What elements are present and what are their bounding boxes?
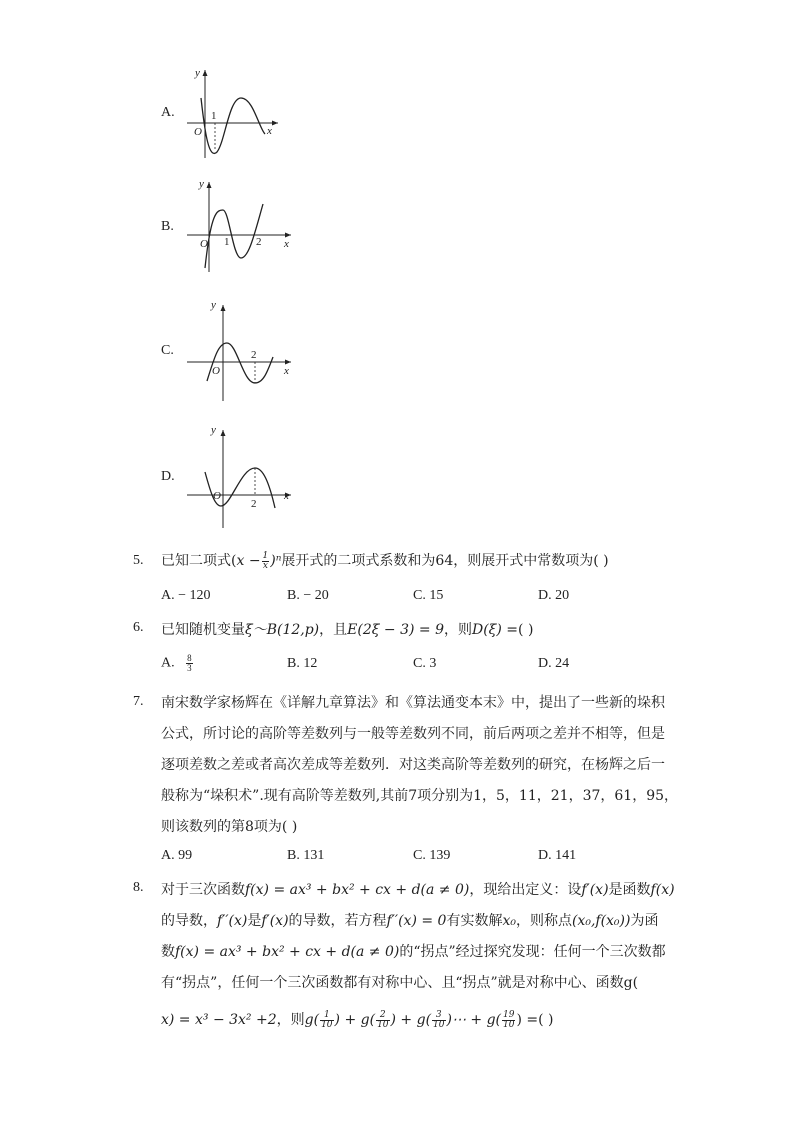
q5-n1: 64 [435,553,454,569]
q8-l5-tail: ) =( ) [516,1012,554,1028]
q7-choice-a[interactable]: A. 99 [161,848,193,863]
q8-l2-math5: (x₀,f(x₀)) [571,913,631,929]
y-axis-label: y [199,178,204,190]
q6-math-b: E(2ξ − 3) = 9 [347,622,444,638]
q6-text-c: ，则 [444,622,472,638]
q8-l2-e: ，则称点 [515,913,572,929]
q8-l1-math2: f′(x) [581,882,609,898]
q7-line-4: 般称为“垛积术”.现有高阶等差数列,其前7项分别为1，5，11，21，37，61，95， [161,788,679,804]
q8-l5-b: ，则 [276,1012,305,1028]
option-d-label[interactable]: D. [161,469,175,484]
q6-math-c: D(ξ) = [472,622,519,638]
y-axis-label: y [211,424,216,436]
origin-label: O [194,126,202,138]
q8-number: 8. [133,880,144,895]
q5-number: 5. [133,553,144,568]
q6-choice-c[interactable]: C. 3 [413,656,437,671]
q6-choice-a-fraction: $\frac{8}{3}$ [187,653,192,673]
q8-line-1 [161,879,675,899]
option-d-graph [183,420,298,532]
option-a-graph [183,62,283,162]
q5-text-a: 已知二项式( [161,553,237,569]
q5-stem [161,550,609,571]
q8-l2-math: f′′(x) [217,913,248,929]
q8-l3-a: 数 [161,944,175,960]
q6-choice-a-label: A. [161,655,175,671]
q8-l3-math: f(x) = ax³ + bx² + cx + d(a ≠ 0) [175,944,400,960]
q8-l2-a: 的导数， [161,913,217,929]
tick-2: 2 [251,498,257,510]
x-axis-label: x [267,125,272,137]
option-b-label[interactable]: B. [161,219,174,234]
q8-l2-c: 的导数，若方程 [288,913,387,929]
option-b-graph [183,172,298,277]
q5-math-a: x − [236,553,261,569]
q7-line-3: 逐项差数之差或者高次差成等差数列．对这类高阶等差数列的研究，在杨辉之后一 [161,757,665,773]
tick-2: 2 [256,236,262,248]
option-c-graph [183,295,298,405]
q5-choice-c[interactable]: C. 15 [413,588,444,603]
origin-label: O [212,365,220,377]
q8-l1-math3: f(x) [650,882,675,898]
q8-line-3 [161,941,666,961]
q8-line-5 [161,1009,554,1030]
q7-choice-d[interactable]: D. 141 [538,848,577,863]
tick-2: 2 [251,349,257,361]
q6-choice-d[interactable]: D. 24 [538,656,570,671]
tick-1: 1 [211,110,217,122]
x-axis-label: x [284,490,289,502]
y-axis-label: y [195,67,200,79]
q5-fraction: $\frac{1}{x}$ [262,550,269,571]
q7-line-2: 公式，所讨论的高阶等差数列与一般等差数列不同，前后两项之差并不相等，但是 [161,726,665,742]
q6-text-d: ( ) [518,622,534,638]
y-axis-label: y [211,299,216,311]
option-c-label[interactable]: C. [161,343,174,358]
q8-line-4: 有“拐点”，任何一个三次函数都有对称中心、且“拐点”就是对称中心、函数g( [161,975,639,991]
q6-number: 6. [133,620,144,635]
q6-stem [161,619,533,639]
q7-line-5: 则该数列的第8项为( ) [161,819,298,835]
q6-text-a: 已知随机变量 [161,622,245,638]
q8-l1-a: 对于三次函数 [161,882,245,898]
q8-l1-math: f(x) = ax³ + bx² + cx + d(a ≠ 0) [245,882,470,898]
q5-text-c: ，则展开式中常数项为( ) [453,553,609,569]
q6-math-a: ξ～B(12,p) [245,622,320,638]
option-a-label[interactable]: A. [161,105,175,120]
q5-choice-d[interactable]: D. 20 [538,588,570,603]
q8-l2-math3: f′′(x) = 0 [386,913,447,929]
q7-number: 7. [133,694,144,709]
q8-l2-d: 有实数解 [446,913,503,929]
q6-choice-b[interactable]: B. 12 [287,656,318,671]
q7-choice-b[interactable]: B. 131 [287,848,325,863]
q7-line-1: 南宋数学家杨辉在《详解九章算法》和《算法通变本末》中，提出了一些新的垛积 [161,695,665,711]
q8-l2-f: 为函 [630,913,659,929]
q7-choice-c[interactable]: C. 139 [413,848,451,863]
q5-choice-b[interactable]: B. − 20 [287,588,329,603]
q6-text-b: ，且 [319,622,348,638]
q5-choice-a[interactable]: A. − 120 [161,588,211,603]
q8-l2-b: 是 [247,913,262,929]
q8-l3-b: 的“拐点”经过探究发现：任何一个三次数都 [399,944,666,960]
q6-choice-a[interactable] [161,654,194,673]
q8-l5-math: x) = x³ − 3x² +2 [161,1012,277,1028]
origin-label: O [200,238,208,250]
q8-line-2 [161,910,658,930]
q8-l1-b: ，现给出定义：设 [469,882,582,898]
x-axis-label: x [284,238,289,250]
q8-l2-math2: f′(x) [261,913,289,929]
q5-math-b: )ⁿ [270,553,282,569]
q8-sum: g( $\frac{1}{10}$ ) + g( $\frac{2}{10}$ ) + g( $\frac{3}{10}$ )⋯ + g( $\frac{19}{10}$ [304,1009,515,1030]
q8-l1-c: 是函数 [608,882,651,898]
q8-l2-math4: x₀ [502,913,516,929]
origin-label: O [213,490,221,502]
x-axis-label: x [284,365,289,377]
q5-text-b: 展开式的二项式系数和为 [281,553,436,569]
tick-1: 1 [224,236,230,248]
